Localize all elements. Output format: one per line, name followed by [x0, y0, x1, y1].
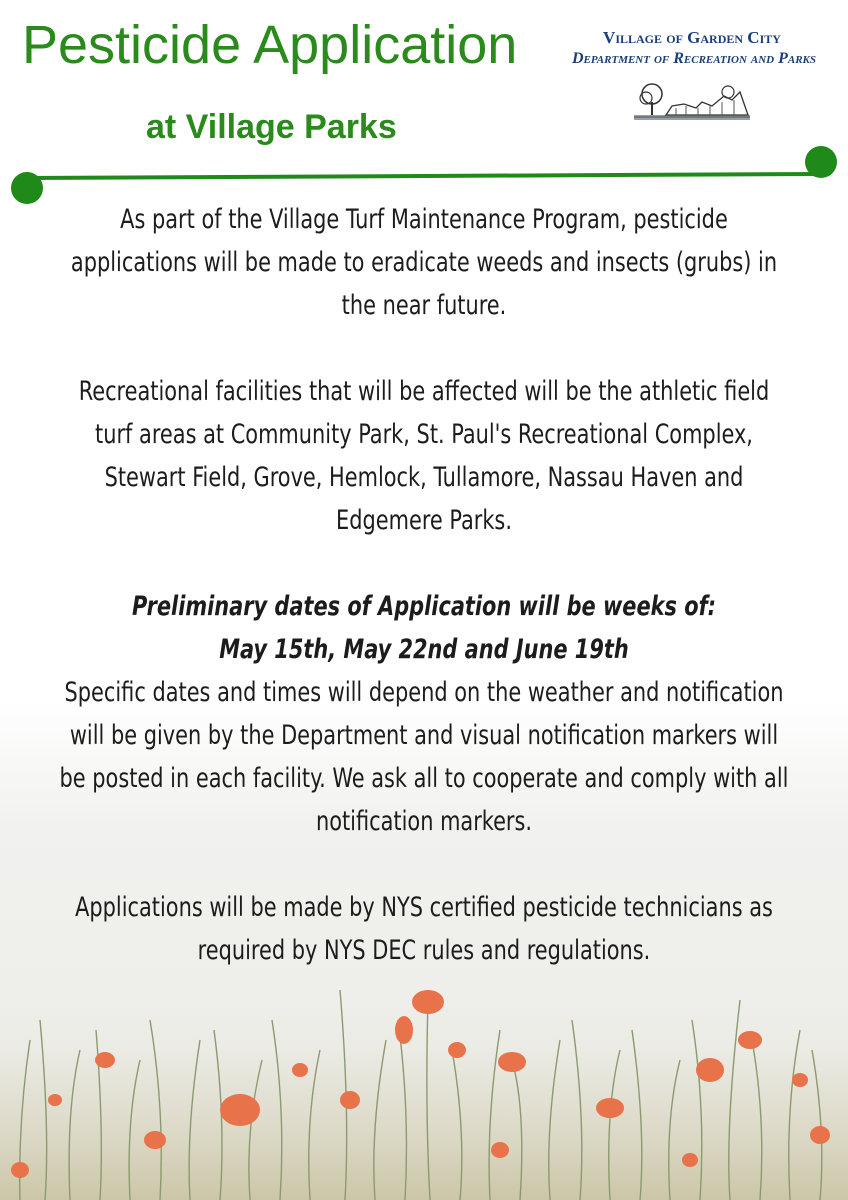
facilities-paragraph: Recreational facilities that will be affected will be the athletic field turf areas at Community Park, St. Paul's Recreational Complex, Stewart Field, Grove, Hemlock, Tullamore, Nassau Haven and Edgemere Parks.: [78, 376, 770, 536]
park-scene-icon: [632, 82, 752, 122]
notice-body: [0, 198, 848, 972]
certification-paragraph: Applications will be made by NYS certified pesticide technicians as required by NYS DEC rules and regulations.: [75, 892, 773, 966]
page-subtitle: at Village Parks: [146, 108, 397, 146]
page-title: Pesticide Application: [22, 15, 518, 75]
notification-paragraph: Specific dates and times will depend on the weather and notification will be given by the Department and visual notification markers will be posted in each facility. We ask all to cooperate and comply with all notification markers.: [59, 677, 789, 837]
logo-department-name: Department of Recreation and Parks: [572, 50, 817, 67]
poppy-field-image: [0, 960, 848, 1200]
application-dates: May 15th, May 22nd and June 19th: [219, 634, 629, 665]
department-logo: [572, 28, 817, 70]
dates-heading: Preliminary dates of Application will be weeks of:: [131, 591, 717, 622]
intro-paragraph: As part of the Village Turf Maintenance Program, pesticide applications will be made to eradicate weeds and insects (grubs) in the near future.: [70, 204, 778, 321]
logo-village-name: Village of Garden City: [603, 28, 781, 47]
